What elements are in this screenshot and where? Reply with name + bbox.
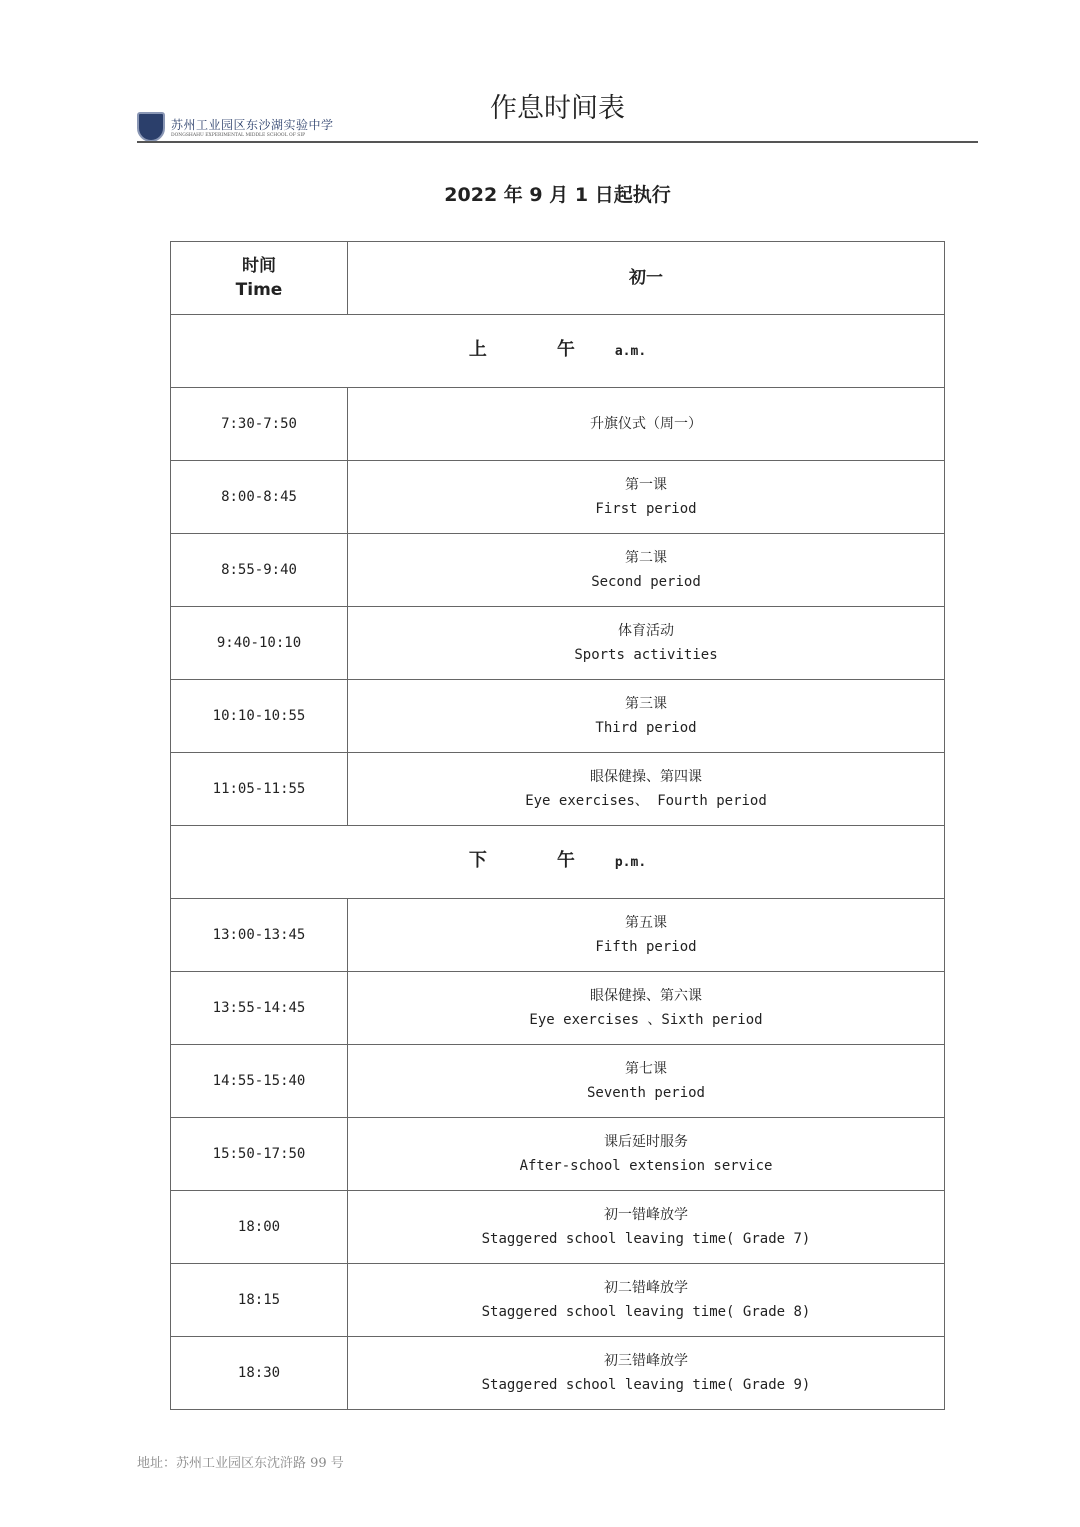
section-char: 上 — [468, 339, 487, 360]
activity-en: Seventh period — [586, 1085, 705, 1101]
activity-cn: 初三错峰放学 — [604, 1353, 688, 1369]
section-char: 午 — [556, 850, 575, 871]
activity-en: First period — [595, 501, 697, 517]
table-row — [171, 899, 945, 972]
address-footer: 地址：苏州工业园区东沈浒路 99 号 — [137, 1456, 344, 1471]
activity-en: Third period — [595, 720, 697, 736]
activity-cell — [348, 1045, 945, 1118]
activity-en: Sports activities — [574, 647, 718, 663]
table-row — [171, 388, 945, 461]
time-cell: 13:00-13:45 — [171, 899, 348, 972]
activity-cn: 眼保健操、第四课 — [590, 769, 702, 785]
time-cell: 18:15 — [171, 1264, 348, 1337]
table-row — [171, 607, 945, 680]
time-cell: 8:00-8:45 — [171, 461, 348, 534]
time-cell: 15:50-17:50 — [171, 1118, 348, 1191]
section-label — [171, 315, 945, 388]
activity-cn: 第五课 — [625, 915, 667, 931]
table-row — [171, 534, 945, 607]
table-row — [171, 1191, 945, 1264]
activity-cell — [348, 1191, 945, 1264]
activity-en: Second period — [591, 574, 701, 590]
activity-cell — [348, 607, 945, 680]
table-row — [171, 1118, 945, 1191]
activity-cn: 课后延时服务 — [604, 1134, 688, 1150]
table-row — [171, 753, 945, 826]
time-cell: 13:55-14:45 — [171, 972, 348, 1045]
activity-cell — [348, 534, 945, 607]
activity-cell — [348, 1264, 945, 1337]
activity-cell — [348, 680, 945, 753]
section-char: 午 — [556, 339, 575, 360]
time-cell: 10:10-10:55 — [171, 680, 348, 753]
section-char: 下 — [468, 850, 487, 871]
time-cell: 8:55-9:40 — [171, 534, 348, 607]
activity-en: Eye exercises 、Sixth period — [529, 1012, 763, 1028]
grade-header: 初一 — [348, 242, 945, 315]
school-name-en: DONGSHAHU EXPERIMENTAL MIDDLE SCHOOL OF SIP — [171, 133, 306, 138]
activity-cn: 体育活动 — [618, 623, 674, 639]
activity-cn: 初一错峰放学 — [604, 1207, 688, 1223]
table-row — [171, 1045, 945, 1118]
time-cell: 18:30 — [171, 1337, 348, 1410]
activity-en: Eye exercises、 Fourth period — [525, 793, 767, 809]
activity-en: Staggered school leaving time( Grade 7) — [481, 1231, 811, 1247]
activity-en: Staggered school leaving time( Grade 9) — [481, 1377, 811, 1393]
time-header — [171, 242, 348, 315]
activity-cell — [348, 388, 945, 461]
table-row — [171, 972, 945, 1045]
time-cell: 7:30-7:50 — [171, 388, 348, 461]
time-cell: 14:55-15:40 — [171, 1045, 348, 1118]
activity-cell — [348, 899, 945, 972]
activity-cn: 第二课 — [625, 550, 667, 566]
section-label — [171, 826, 945, 899]
activity-cn: 升旗仪式（周一） — [590, 416, 702, 432]
activity-cell — [348, 1337, 945, 1410]
section-en: a.m. — [614, 344, 647, 359]
activity-en: Staggered school leaving time( Grade 8) — [481, 1304, 811, 1320]
table-header-row — [171, 242, 945, 315]
activity-en: After-school extension service — [519, 1158, 773, 1174]
table-row — [171, 680, 945, 753]
activity-cell — [348, 753, 945, 826]
activity-cn: 第七课 — [625, 1061, 667, 1077]
school-name-cn: 苏州工业园区东沙湖实验中学 — [171, 118, 334, 132]
table-row — [171, 1337, 945, 1410]
activity-cn: 初二错峰放学 — [604, 1280, 688, 1296]
time-cell: 9:40-10:10 — [171, 607, 348, 680]
activity-cell — [348, 1118, 945, 1191]
table-row — [171, 1264, 945, 1337]
activity-cn: 眼保健操、第六课 — [590, 988, 702, 1004]
table-row — [171, 461, 945, 534]
activity-cn: 第一课 — [625, 477, 667, 493]
time-header-en: Time — [235, 280, 283, 300]
header-divider — [137, 141, 978, 143]
effective-date: 2022 年 9 月 1 日起执行 — [444, 184, 671, 206]
activity-cell — [348, 461, 945, 534]
activity-cell — [348, 972, 945, 1045]
activity-cn: 第三课 — [625, 696, 667, 712]
section-row-am — [171, 315, 945, 388]
activity-en: Fifth period — [595, 939, 697, 955]
schedule-table — [170, 241, 945, 1410]
time-cell: 18:00 — [171, 1191, 348, 1264]
time-header-cn: 时间 — [242, 256, 276, 276]
page-title: 作息时间表 — [490, 93, 625, 124]
section-row-pm — [171, 826, 945, 899]
section-en: p.m. — [614, 855, 647, 870]
time-cell: 11:05-11:55 — [171, 753, 348, 826]
